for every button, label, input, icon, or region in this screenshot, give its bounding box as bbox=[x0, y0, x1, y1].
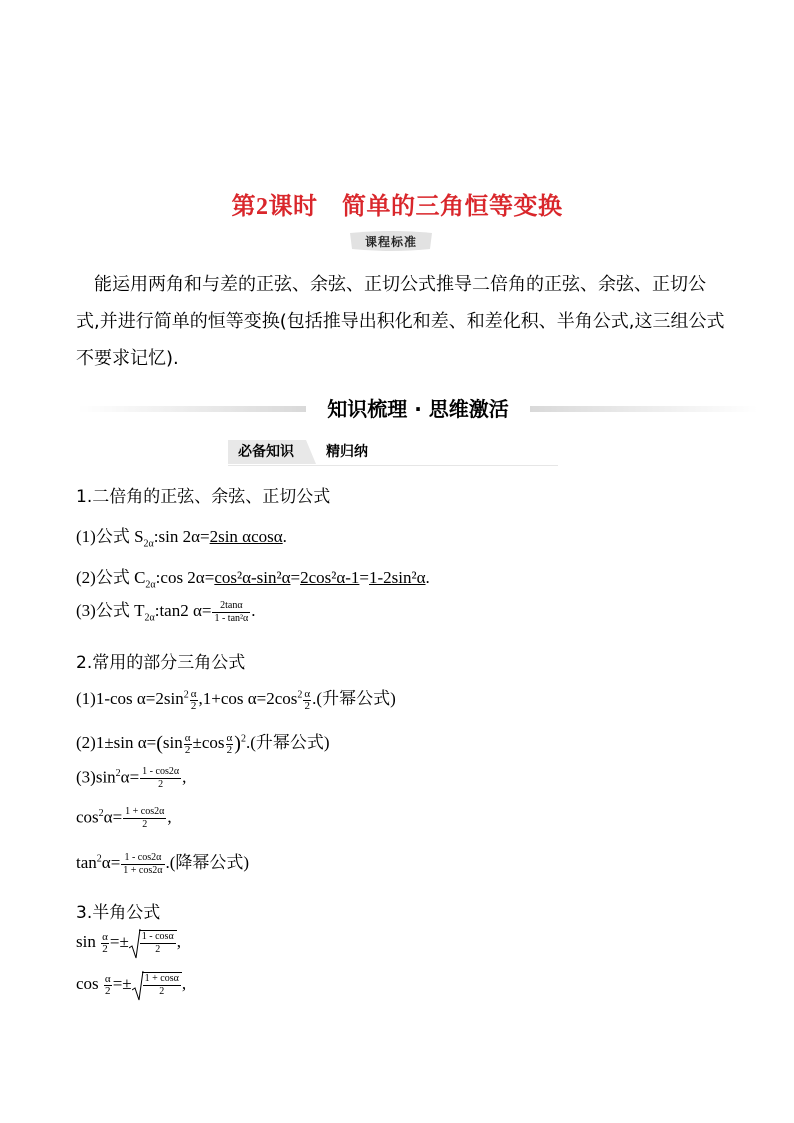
formula-lower-power-sin: $(3)\sin^2\alpha=$ $\frac{1 - \cos 2\alpha}{2}$ , bbox=[76, 766, 187, 790]
formula-c2a: (2)公式 $C_{2\alpha}:\cos$ 2α=cos²α-sin²α=2cos²α-1=1-2sin²α. bbox=[76, 568, 430, 591]
sqrt-symbol: $\frac{1 - \cos\alpha}{2}$ bbox=[129, 930, 177, 956]
heading-half-angle: 3.半角公式 bbox=[76, 903, 161, 923]
formula-t2a: (3)公式 $T_{2\alpha}:\tan 2$ α= $\frac{2\tan\alpha}{\text{1 - tan²α}}$ . bbox=[76, 599, 256, 624]
formula-half-angle-sin: sin $\frac{\alpha}{2}$ =± $\frac{1 - \cos\alpha}{2}$ , bbox=[76, 930, 181, 956]
lesson-title: 第2课时 简单的三角恒等变换 bbox=[231, 192, 563, 220]
formula-half-angle-cos: cos $\frac{\alpha}{2}$ =± $\frac{1 + \cos\alpha}{2}$ , bbox=[76, 972, 186, 998]
subsection-rule bbox=[228, 465, 558, 466]
formula-lower-power-cos: $\cos^2\alpha=$ $\frac{1 + \cos 2\alpha}{2}$ , bbox=[76, 806, 172, 830]
formula-raise-power-2: (2)1±sin α=(sin $\frac{\alpha}{2}$ ±cos $\frac{\alpha}{2}$ )$^2$.(升幂公式) bbox=[76, 731, 330, 756]
subsection-header bbox=[228, 440, 558, 466]
subsection-tab: 必备知识 bbox=[228, 440, 306, 464]
course-standard-badge: 课程标准 bbox=[346, 230, 436, 252]
divider-left bbox=[78, 406, 306, 412]
sqrt-symbol: $\frac{1 + \cos\alpha}{2}$ bbox=[132, 972, 182, 998]
subsection-label: 精归纳 bbox=[326, 444, 368, 460]
divider-right bbox=[530, 406, 758, 412]
formula-s2a: (1)公式 $S_{2\alpha}:\sin$ 2α=2sin αcosα. bbox=[76, 527, 287, 550]
heading-double-angle: 1.二倍角的正弦、余弦、正切公式 bbox=[76, 487, 331, 507]
intro-paragraph: 能运用两角和与差的正弦、余弦、正切公式推导二倍角的正弦、余弦、正切公式,并进行简单的恒等变换(包括推导出积化和差、和差化积、半角公式,这三组公式不要求记忆). bbox=[76, 274, 725, 369]
heading-common-formulas: 2.常用的部分三角公式 bbox=[76, 653, 246, 673]
formula-lower-power-tan: $\tan^2\alpha=$ $\frac{1 - \cos 2\alpha}{1 + \cos 2\alpha}$ .(降幂公式) bbox=[76, 851, 250, 876]
section-header: 知识梳理 · 思维激活 bbox=[78, 392, 758, 422]
formula-raise-power-1: (1)1-cos $\alpha=2\sin^2$ $\frac{\alpha}{2}$ ,1+cos $\alpha=2\cos^2$ $\frac{\alpha}{2}$ .(升幂公式) bbox=[76, 687, 396, 712]
